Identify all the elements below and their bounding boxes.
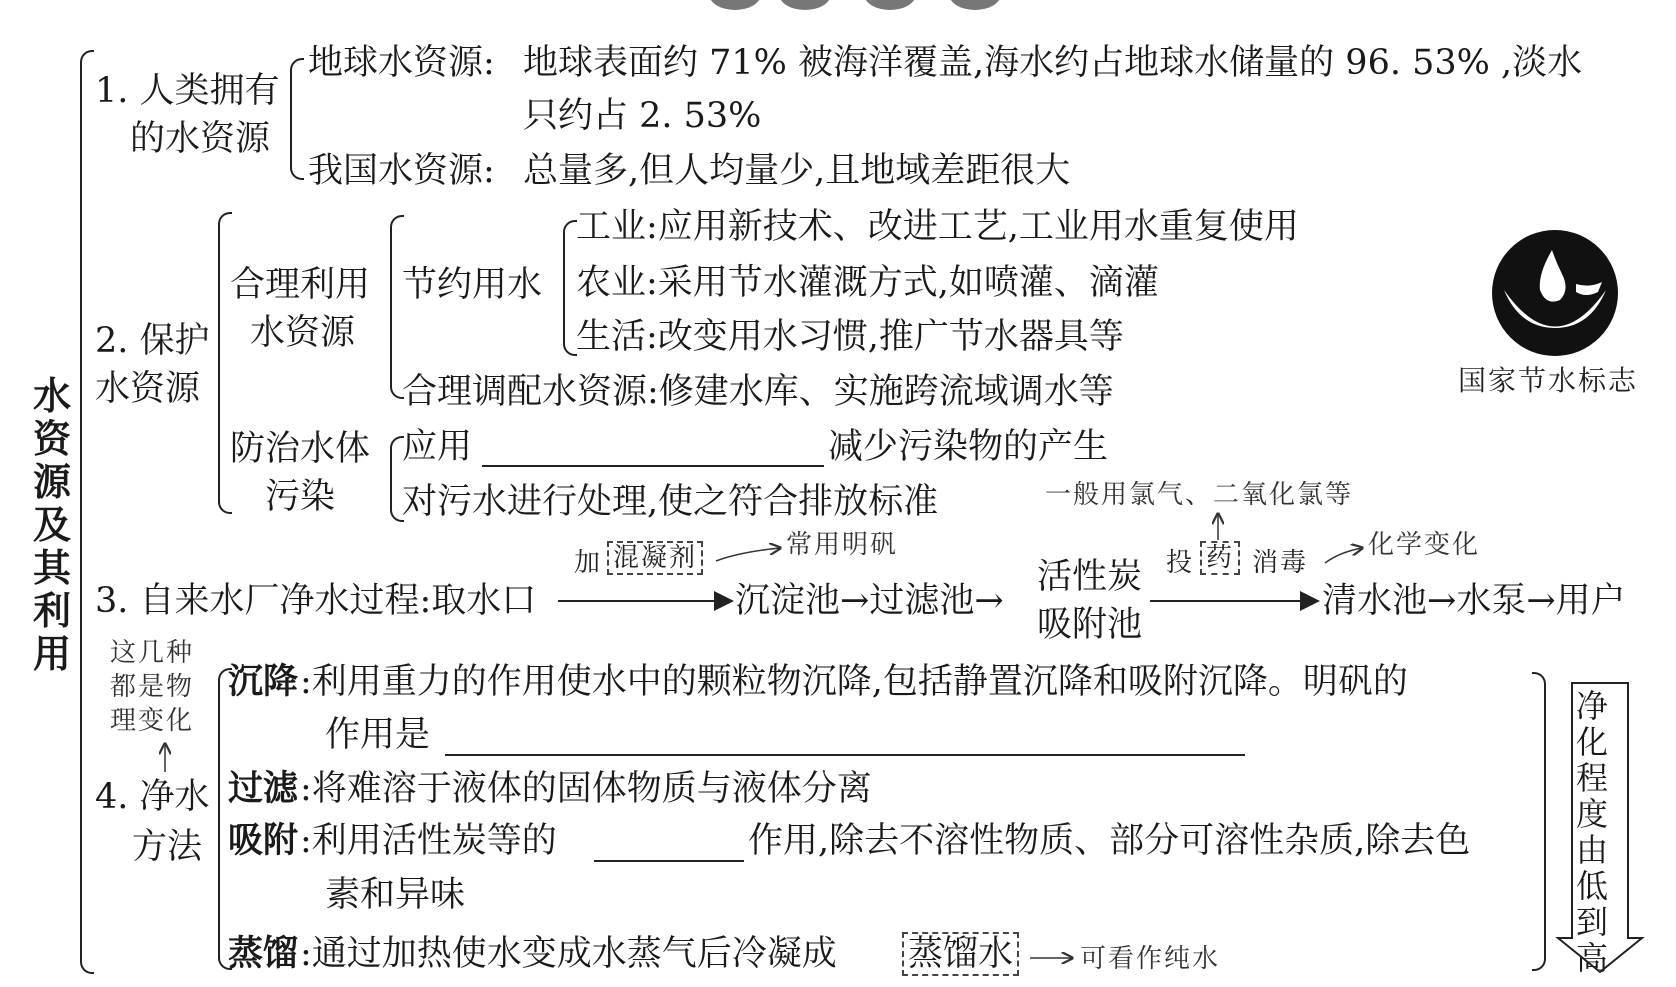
coagulant-box: 混凝剂 <box>607 541 703 575</box>
chem-note-arrow <box>1325 548 1362 563</box>
purification-degree-label: 净化程度由低到高 <box>1575 687 1608 977</box>
agriculture-text: 农业:采用节水灌溉方式,如喷灌、滴灌 <box>576 263 1159 303</box>
alum-note: 常用明矾 <box>786 530 899 560</box>
adsorb-text-2: 作用,除去不溶性物质、部分可溶性杂质,除去色 <box>748 821 1471 861</box>
pure-water-note: 可看作纯水 <box>1080 944 1221 974</box>
life-text: 生活:改变用水习惯,推广节水器具等 <box>576 317 1124 357</box>
steps-1: 沉淀池→过滤池→ <box>735 581 1004 621</box>
distill-label: 蒸馏 <box>228 933 299 974</box>
earth-text: 地球表面约 71% 被海洋覆盖,海水约占地球水储量的 96. 53% ,淡水 <box>523 43 1583 83</box>
filter-text: :将难溶于液体的固体物质与液体分离 <box>300 769 872 809</box>
adsorb-text-1: :利用活性炭等的 <box>300 821 557 861</box>
steps-2: 清水池→水泵→用户 <box>1322 581 1626 621</box>
disinfect-label: 消毒 <box>1252 548 1309 578</box>
alum-note-arrow <box>716 548 780 561</box>
add-drug-label: 投 <box>1166 548 1195 578</box>
purification-arrow <box>1558 683 1642 972</box>
earth-text-2: 只约占 2. 53% <box>523 96 762 136</box>
china-label: 我国水资源: <box>308 151 495 191</box>
apply-suffix: 减少污染物的产生 <box>828 427 1109 467</box>
main-title: 水资源及其利用 <box>32 374 71 676</box>
logo-caption: 国家节水标志 <box>1458 364 1639 397</box>
use-label-2: 水资源 <box>250 313 356 353</box>
sedimentation-label: 沉降 <box>228 661 299 702</box>
carbon-label: 活性炭 <box>1037 557 1143 597</box>
s3-label: 3. 自来水厂净水过程:取水口 <box>95 581 537 621</box>
distill-text: :通过加热使水变成水蒸气后冷凝成 <box>300 934 837 974</box>
drug-box: 药 <box>1200 541 1240 575</box>
s1-head2: 的水资源 <box>130 119 271 159</box>
apply-prefix: 应用 <box>402 427 473 467</box>
s1-head: 1. 人类拥有 <box>95 71 280 111</box>
allocate-text: 合理调配水资源:修建水库、实施跨流域调水等 <box>402 372 1114 412</box>
chlorine-note: 一般用氯气、二氧化氯等 <box>1045 480 1354 510</box>
adsorb-label: 吸附 <box>228 820 299 861</box>
add-label: 加 <box>574 548 603 578</box>
pollution-label: 防治水体 <box>230 429 371 469</box>
china-text: 总量多,但人均量少,且地域差距很大 <box>523 151 1071 191</box>
use-label: 合理利用 <box>230 265 371 305</box>
phys-note-2: 都是物 <box>110 672 195 702</box>
distilled-water-box: 蒸馏水 <box>902 932 1019 976</box>
sedimentation-text-2: 作用是 <box>325 715 431 755</box>
earth-label: 地球水资源: <box>308 43 495 83</box>
s2-head2: 水资源 <box>95 369 201 409</box>
sewage-text: 对污水进行处理,使之符合排放标准 <box>402 482 939 522</box>
save-water-label: 节约用水 <box>402 265 543 305</box>
s4-head: 4. 净水 <box>95 777 210 817</box>
filter-label: 过滤 <box>228 768 299 809</box>
industry-text: 工业:应用新技术、改进工艺,工业用水重复使用 <box>576 207 1299 247</box>
adsorb-text-3: 素和异味 <box>325 875 466 915</box>
s4-head2: 方法 <box>132 827 203 867</box>
s2-head: 2. 保护 <box>95 321 210 361</box>
chem-change-note: 化学变化 <box>1368 530 1481 560</box>
sedimentation-text: :利用重力的作用使水中的颗粒物沉降,包括静置沉降和吸附沉降。明矾的 <box>300 662 1408 702</box>
carbon-label-2: 吸附池 <box>1037 605 1143 645</box>
pollution-label-2: 污染 <box>265 477 336 517</box>
phys-note-3: 理变化 <box>110 706 195 736</box>
phys-note-1: 这几种 <box>110 638 195 668</box>
